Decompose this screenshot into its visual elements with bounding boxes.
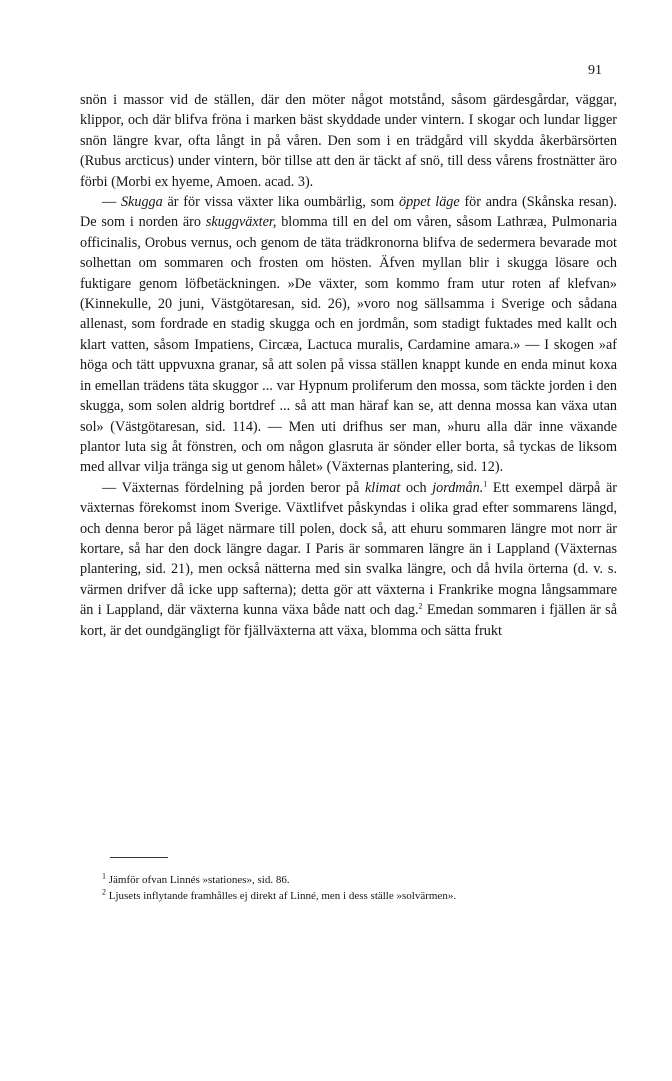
italic-run: Skugga [120,194,163,211]
footnote-2 [80,888,617,904]
footnote-reference: 2 [418,601,423,611]
text-run: är för vissa växter lika oumbärlig, som [162,194,399,211]
paragraph-1 [80,90,617,192]
italic-run: öppet läge [398,194,460,211]
footnote-text: Jämför ofvan Linnés »stationes», sid. 86. [108,874,290,886]
text-run: — [102,194,121,211]
footnote-mark: 2 [102,887,106,897]
text-run: Ett exempel därpå är växternas förekomst inom Sverige. Växtlifvet påskyndas i olika grad efter sommarens längd, och denna beror på läget närmare till polen, dock så, att ehuru sommaren längre mot norr är kortare, så har den dock längre dagar. I Paris är sommaren längre än i Lappland (Växternas plantering, sid. 21), men också nätterna med sin svalka längre, och då hvila örterna (d. v. s. värmen drifver då icke upp safterna); detta gör att växterna i Frankrike mogna långsammare än i Lappland, där växterna kunna växa både natt och dag. [80,479,617,619]
text-run: och [400,479,433,496]
paragraph-2 [80,192,617,478]
text-run: blomma till en del om våren, såsom Lathræa, Pulmonaria officinalis, Orobus vernus, och genom de täta trädkronorna blifva de sedermera bevarade mot solhettan om sommaren och frosten om hösten. Äfven myllan blir i skugga lösare och fuktigare genom löfbetäckningen. »De växter, som kommo fram utur roten af klefvan» (Kinnekulle, 20 juni, Västgötaresan, sid. 26), »voro nog sällsamma i Sverige och sådana allenast, som fordrade en stadig skugga och en jordmån, som stadigt fuktades med kallt och klart vatten, såsom Impatiens, Circæa, Lactuca muralis, Cardamine amara.» — I skogen »af höga och tätt uppvuxna granar, så att solen på vissa ställen knappt kunde en enda minut koxa in emellan trädens täta skuggor ... var Hypnum proliferum den mossa, som täckte jorden i den skugga, som solen aldrig bortdref ... så att man häraf kan se, att denna mossa kan växa utan sol» (Västgötaresan, sid. 114). — Men uti drifhus ser man, »huru alla där inne växande plantor luta sig åt fönstren, och om någon glasruta är sönder eller borta, så tyckas de liksom med allvar vilja tränga sig ut genom hålet» (Växternas plantering, sid. 12). [80,214,617,476]
body-text [80,90,617,641]
footnote-reference: 1 [483,478,488,488]
footnote-divider [110,857,168,858]
text-run: — Växternas fördelning på jorden beror på [102,479,365,496]
text-run: snön i massor vid de ställen, där den möter något motstånd, såsom gärdesgårdar, väggar, klippor, och där blifva fröna i marken bäst skyddade under vintern. I skogar och lundar ligger snön längre kvar, ofta långt in på våren. Den som i en trädgård vill skydda åkerbärsörten (Rubus arcticus) under vintern, bör tillse att den är täckt af snö, till dess vårens frostnätter äro förbi (Morbi ex hyeme, Amoen. acad. 3). [80,92,617,190]
page-number: 91 [588,63,602,78]
italic-run: skuggväxter, [205,214,277,231]
footnotes [80,872,617,904]
italic-run: klimat [364,479,401,496]
footnote-text: Ljusets inflytande framhålles ej direkt af Linné, men i dess ställe »solvärmen». [108,890,457,902]
paragraph-3 [80,478,617,641]
footnote-1 [80,872,617,888]
text-run: för andra (Skånska resan). De som i norden äro [80,194,618,231]
italic-run: jordmån. [432,479,484,496]
footnote-mark: 1 [102,871,106,881]
text-run: Emedan sommaren i fjällen är så kort, är det oundgängligt för fjällväxterna att växa, blomma och sätta frukt [80,602,618,639]
